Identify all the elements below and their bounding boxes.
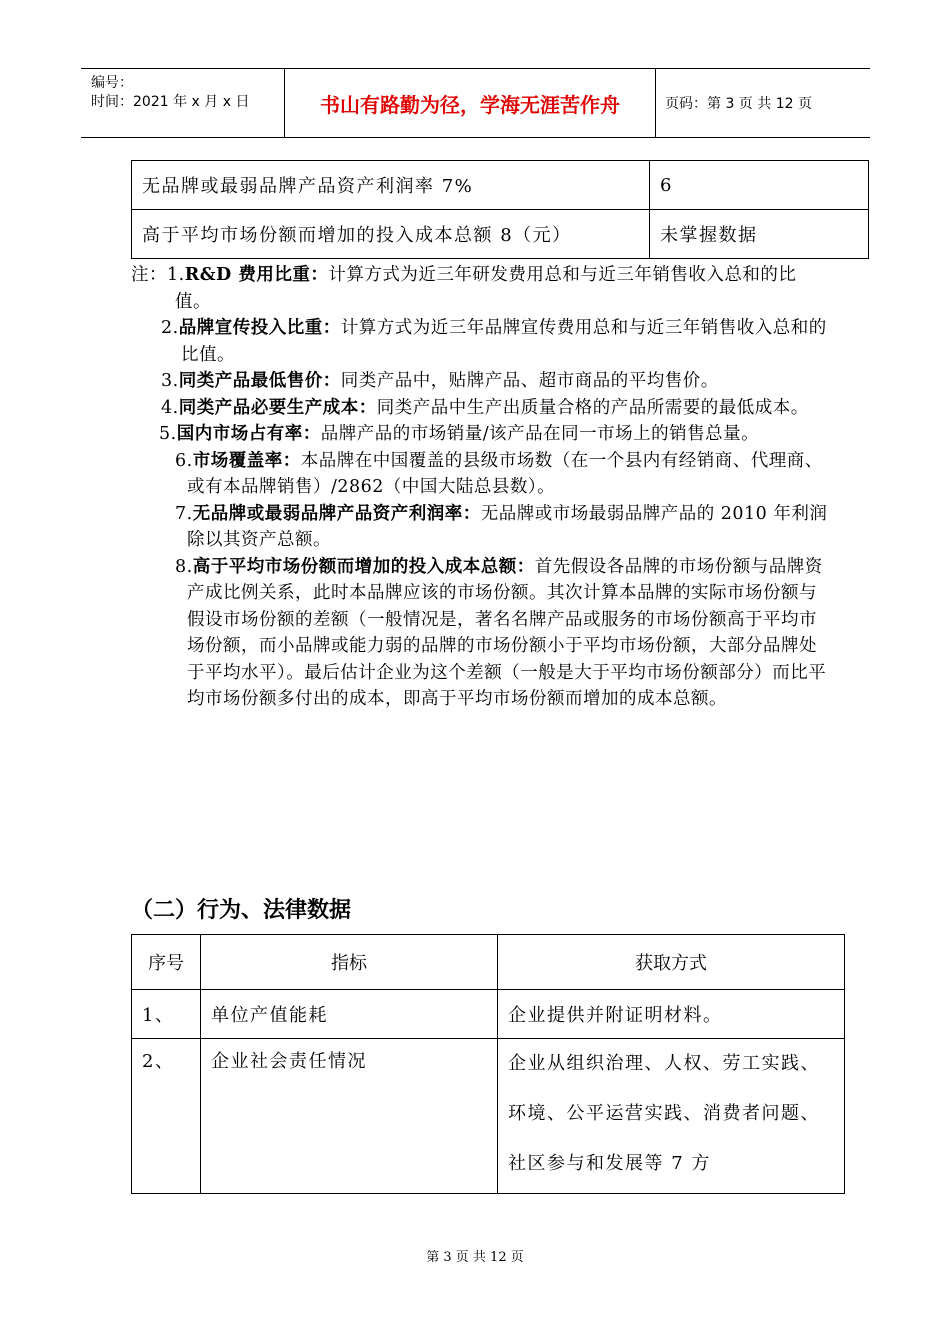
note-text: 首先假设各品牌的市场份额与品牌资产成比例关系，此时本品牌应该的市场份额。其次计算本品牌的实际市场份额与假设市场份额的差额（一般情况是，著名名牌产品或服务的市场份额高于平均市场份额，而小品牌或能力弱的品牌的市场份额小于平均市场份额，大部分品牌处于平均水平）。最后估计企业为这个差额（一般是大于平均市场份额部分）而比平均市场份额多付出的成本，即高于平均市场份额而增加的成本总额。	[187, 556, 827, 709]
note-item	[131, 395, 831, 422]
notes-prefix: 注：	[131, 265, 167, 285]
column-header: 指标	[201, 935, 498, 990]
note-number: 3.	[161, 371, 179, 391]
section-title: （二）行为、法律数据	[131, 898, 352, 923]
row-indicator: 单位产值能耗	[201, 990, 498, 1039]
doc-number: 编号：	[91, 75, 133, 91]
note-text: 计算方式为近三年研发费用总和与近三年销售收入总和的比值。	[175, 265, 797, 312]
note-text: 同类产品中，贴牌产品、超市商品的平均售价。	[340, 371, 719, 391]
header-page-number: 页码：第 3 页 共 12 页	[665, 96, 812, 112]
column-header: 获取方式	[498, 935, 845, 990]
header-meta	[81, 69, 285, 137]
row-method: 企业提供并附证明材料。	[498, 990, 845, 1039]
table-row	[132, 990, 845, 1039]
row-seq: 2、	[132, 1039, 201, 1194]
note-text: 同类产品中生产出质量合格的产品所需要的最低成本。	[376, 397, 809, 418]
note-title: 品牌宣传投入比重：	[178, 318, 341, 338]
note-item	[131, 421, 831, 448]
doc-date: 时间：2021 年 x 月 x 日	[91, 94, 250, 110]
note-item	[131, 368, 831, 395]
indicator-label: 高于平均市场份额而增加的投入成本总额 8（元）	[132, 210, 650, 259]
note-number: 2.	[161, 318, 179, 338]
note-title: R&D 费用比重：	[184, 265, 329, 285]
note-number: 8.	[175, 556, 193, 577]
table-row	[132, 1039, 845, 1194]
header-motto: 书山有路勤为径，学海无涯苦作舟	[285, 69, 656, 137]
note-text: 无品牌或市场最弱品牌产品的 2010 年利润除以其资产总额。	[187, 503, 828, 550]
indicator-value: 6	[650, 161, 869, 210]
note-number: 1.	[167, 265, 185, 285]
note-number: 5.	[159, 424, 177, 444]
note-title: 市场覆盖率：	[192, 450, 301, 471]
behavior-law-table	[131, 934, 845, 1194]
row-seq: 1、	[132, 990, 201, 1039]
note-title: 高于平均市场份额而增加的投入成本总额：	[192, 556, 535, 577]
note-item	[131, 315, 831, 368]
note-item	[131, 501, 831, 554]
page-header	[81, 68, 870, 138]
note-title: 同类产品最低售价：	[178, 371, 341, 391]
table-row	[132, 161, 869, 210]
note-number: 4.	[161, 397, 179, 418]
note-item	[131, 262, 831, 315]
note-number: 7.	[175, 503, 193, 524]
note-title: 国内市场占有率：	[176, 424, 321, 444]
notes-section	[131, 262, 831, 713]
row-method: 企业从组织治理、人权、劳工实践、环境、公平运营实践、消费者问题、社区参与和发展等 7 方	[498, 1039, 845, 1194]
indicator-table	[131, 160, 869, 259]
page-footer: 第 3 页 共 12 页	[426, 1250, 524, 1265]
note-item	[131, 554, 831, 713]
table-row	[132, 210, 869, 259]
note-text: 计算方式为近三年品牌宣传费用总和与近三年销售收入总和的比值。	[181, 318, 827, 365]
column-header: 序号	[132, 935, 201, 990]
note-item	[131, 448, 831, 501]
note-text: 品牌产品的市场销量/该产品在同一市场上的销售总量。	[320, 424, 760, 444]
note-text: 本品牌在中国覆盖的县级市场数（在一个县内有经销商、代理商、或有本品牌销售）/2862（中国大陆总县数）。	[187, 450, 823, 497]
indicator-value: 未掌握数据	[650, 210, 869, 259]
row-indicator: 企业社会责任情况	[201, 1039, 498, 1194]
indicator-label: 无品牌或最弱品牌产品资产利润率 7%	[132, 161, 650, 210]
note-title: 无品牌或最弱品牌产品资产利润率：	[192, 503, 481, 524]
note-number: 6.	[175, 450, 193, 471]
table-header-row	[132, 935, 845, 990]
note-title: 同类产品必要生产成本：	[178, 397, 377, 418]
